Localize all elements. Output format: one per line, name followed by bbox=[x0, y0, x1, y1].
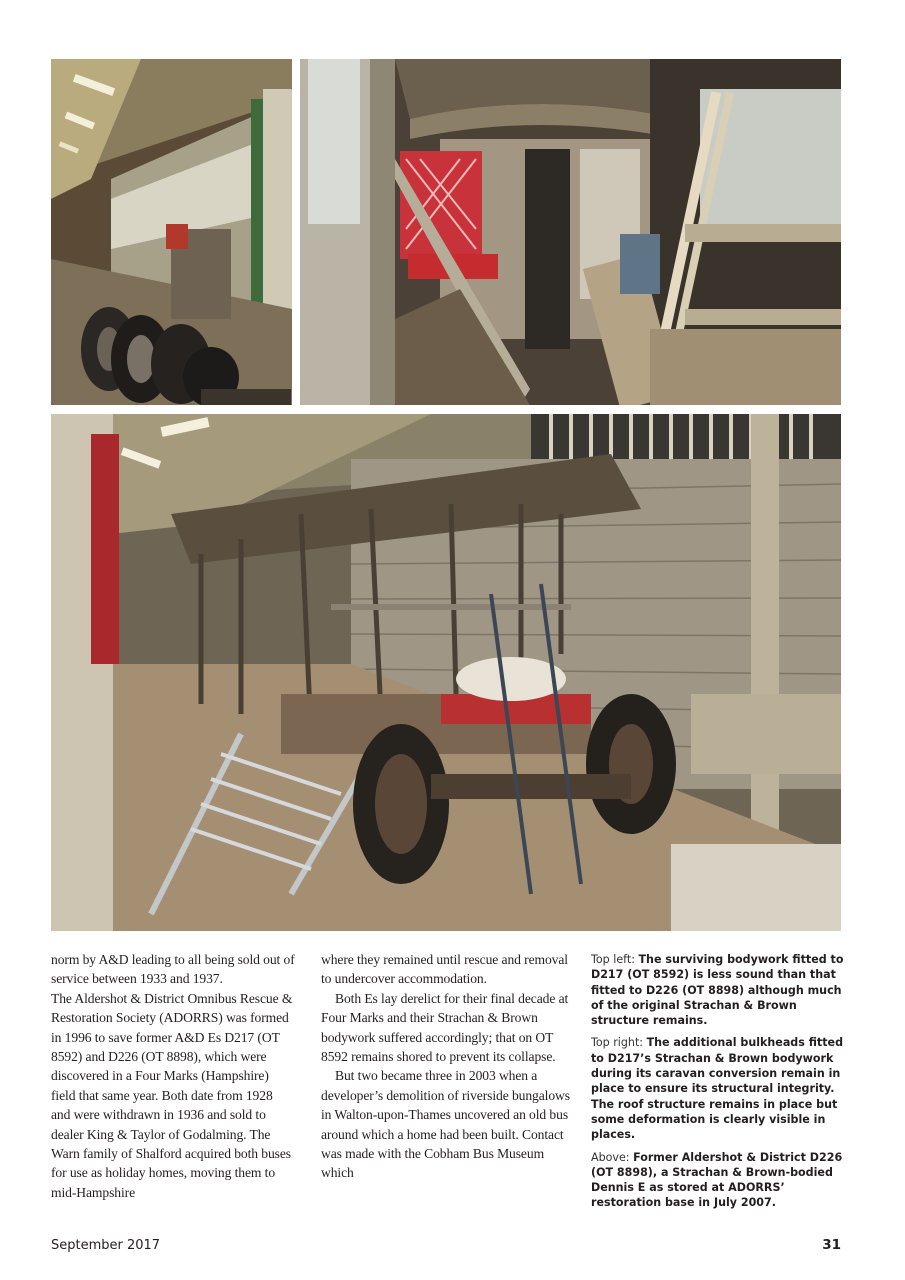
paragraph: norm by A&D leading to all being sold out of service between 1933 and 1937. bbox=[51, 952, 295, 987]
body-column-2 bbox=[321, 950, 571, 1183]
footer-date: September 2017 bbox=[51, 1238, 161, 1253]
photo-top-right bbox=[300, 59, 841, 405]
caption-text: Former Aldershot & District D226 (OT 8898), a Strachan & Brown-bodied Dennis E as stored at ADORRS’ restoration base in July 2007. bbox=[591, 1150, 843, 1210]
photo-top-left bbox=[51, 59, 292, 405]
caption-label: Top left: bbox=[591, 953, 639, 966]
body-column-1 bbox=[51, 950, 295, 1202]
paragraph: Both Es lay derelict for their final decade at Four Marks and their Strachan & Brown bodywork suffered accordingly; that on OT 8592 remains shored to prevent its collapse. bbox=[321, 990, 569, 1065]
caption-top-right bbox=[591, 1035, 849, 1142]
paragraph: where they remained until rescue and removal to undercover accommodation. bbox=[321, 952, 568, 987]
paragraph: The Aldershot & District Omnibus Rescue & Restoration Society (ADORRS) was formed in 1996 to save former A&D Es D217 (OT 8592) and D226 (OT 8898), which were discovered in a Four Marks (Hampshire) field that same year. Both date from 1928 and were withdrawn in 1936 and sold to dealer King & Taylor of Godalming. The Warn family of Shalford acquired both buses for use as holiday homes, moving them to mid-Hampshire bbox=[51, 990, 293, 1200]
caption-label: Top right: bbox=[591, 1036, 647, 1050]
caption-above bbox=[591, 1150, 849, 1211]
paragraph: But two became three in 2003 when a developer’s demolition of riverside bungalows in Walton-upon-Thames uncovered an old bus around which a home had been built. Contact was made with the Cobham Bus Museum which bbox=[321, 1068, 570, 1181]
caption-text: The additional bulkheads fitted to D217’s Strachan & Brown bodywork during its caravan conversion remain in place to ensure its structural integrity. The roof structure remains in place but some deformation is clearly visible in places. bbox=[591, 1036, 844, 1142]
caption-text: The surviving bodywork fitted to D217 (OT 8592) is less sound than that fitted to D226 (OT 8898) although much of the original Strachan & Brown structure remains. bbox=[591, 953, 844, 1028]
caption-label: Above: bbox=[591, 1150, 634, 1164]
photo-captions bbox=[591, 952, 849, 1218]
page-number: 31 bbox=[822, 1237, 841, 1253]
photo-main bbox=[51, 414, 841, 931]
caption-top-left bbox=[591, 952, 849, 1028]
